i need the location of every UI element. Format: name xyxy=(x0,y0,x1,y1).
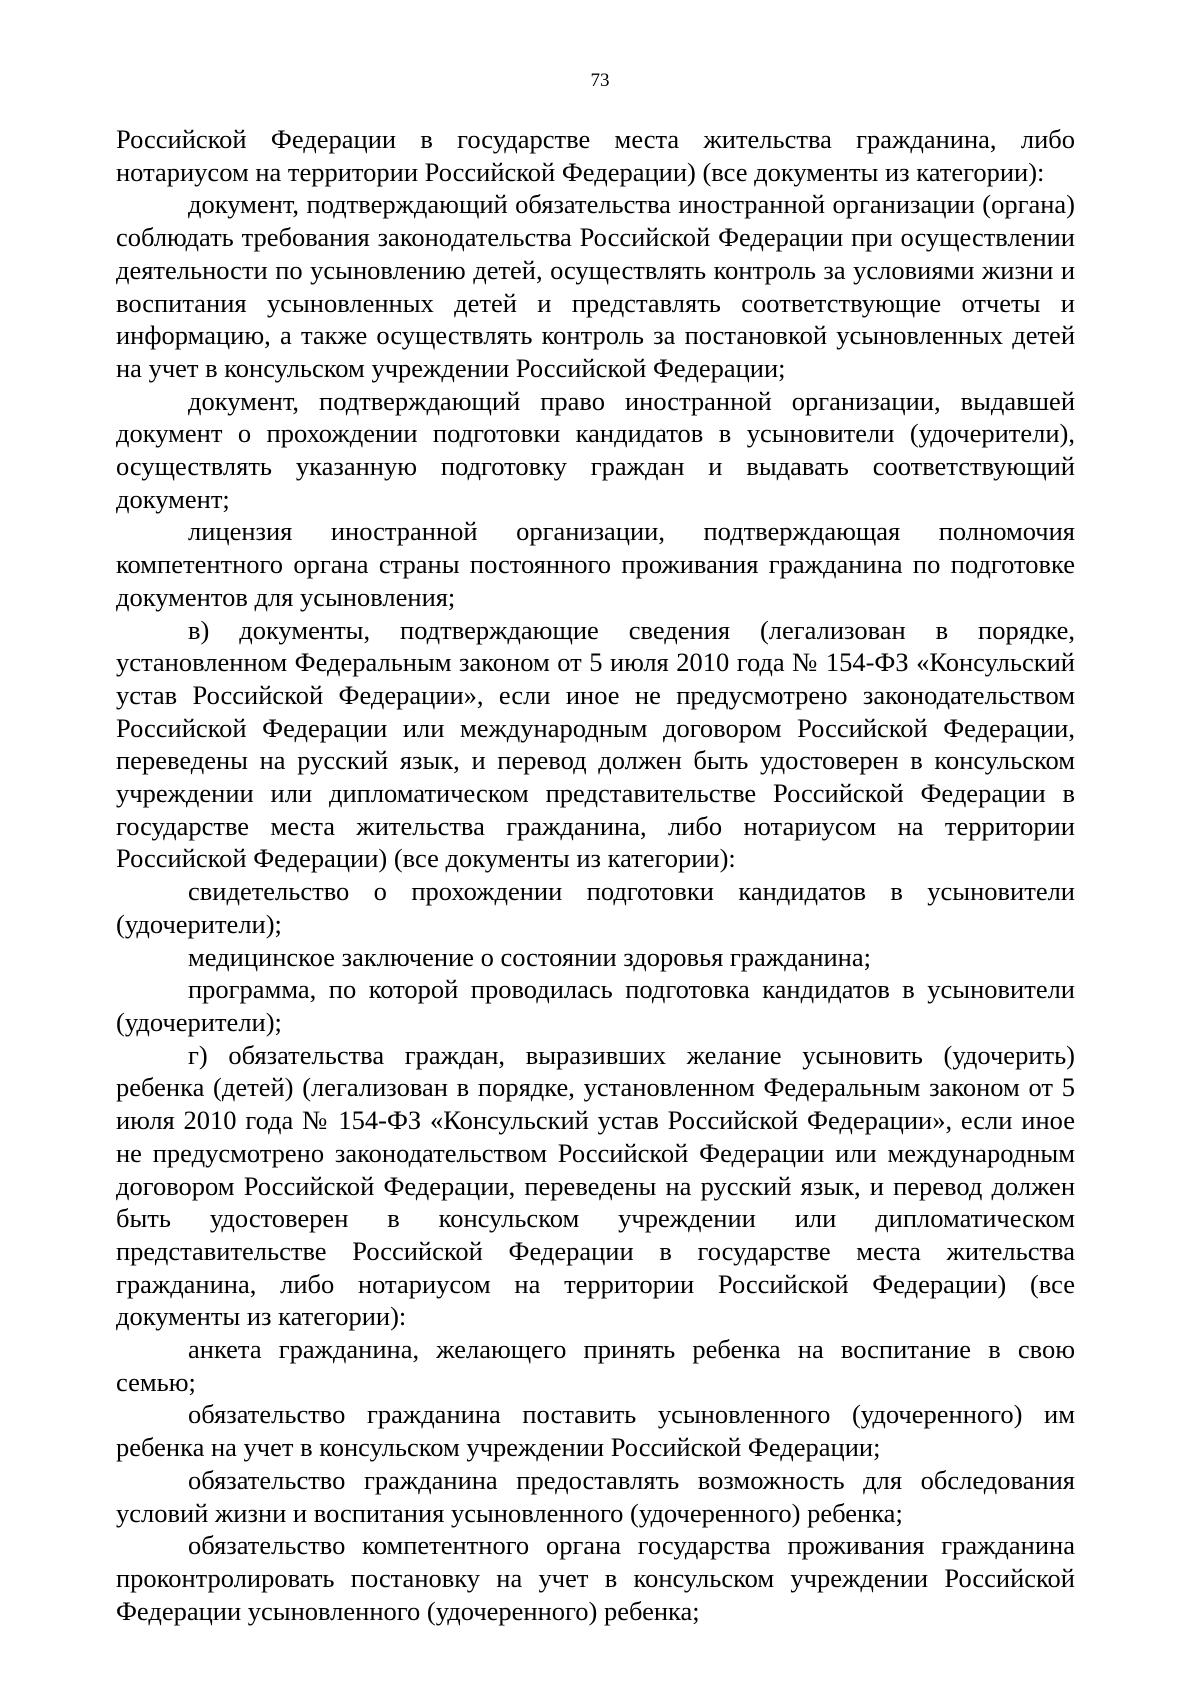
document-body xyxy=(116,123,1075,1627)
paragraph: медицинское заключение о состоянии здоровья гражданина; xyxy=(188,941,871,972)
paragraph: документ, подтверждающий право иностранной организации, выдавшей документ о прохождении подготовки кандидатов в усыновители (удочерители), осуществлять указанную подготовку граждан и выдавать соответствующий документ; xyxy=(116,385,1075,514)
paragraph: Российской Федерации в государстве места жительства гражданина, либо нотариусом на территории Российской Федерации) (все документы из категории): xyxy=(116,124,1075,187)
paragraph: лицензия иностранной организации, подтверждающая полномочия компетентного органа страны постоянного проживания гражданина по подготовке документов для усыновления; xyxy=(116,516,1075,612)
paragraph: в) документы, подтверждающие сведения (легализован в порядке, установленном Федеральным законом от 5 июля 2010 года № 154-ФЗ «Консульский устав Российской Федерации», если иное не предусмотрено законодательством Российской Федерации или международным договором Российской Федерации, переведены на русский язык, и перевод должен быть удостоверен в консульском учреждении или дипломатическом представительстве Российской Федерации в государстве места жительства гражданина, либо нотариусом на территории Российской Федерации) (все документы из категории): xyxy=(116,614,1075,874)
paragraph: обязательство гражданина поставить усыновленного (удочеренного) им ребенка на учет в консульском учреждении Российской Федерации; xyxy=(116,1399,1075,1463)
paragraph: свидетельство о прохождении подготовки кандидатов в усыновители (удочерители); xyxy=(116,876,1075,939)
paragraph: обязательство компетентного органа государства проживания гражданина проконтролировать постановку на учет в консульском учреждении Российской Федерации усыновленного (удочеренного) ребенка; xyxy=(116,1530,1075,1626)
paragraph: г) обязательства граждан, выразивших желание усыновить (удочерить) ребенка (детей) (легализован в порядке, установленном Федеральным законом от 5 июля 2010 года № 154-ФЗ «Консульский устав Российской Федерации», если иное не предусмотрено законодательством Российской Федерации или международным договором Российской Федерации, переведены на русский язык, и перевод должен быть удостоверен в консульском учреждении или дипломатическом представительстве Российской Федерации в государстве места жительства гражданина, либо нотариусом на территории Российской Федерации) (все документы из категории): xyxy=(116,1039,1075,1332)
paragraph: анкета гражданина, желающего принять ребенка на воспитание в свою семью; xyxy=(116,1334,1075,1397)
page-number: 73 xyxy=(590,70,610,91)
paragraph: обязательство гражданина предоставлять возможность для обследования условий жизни и воспитания усыновленного (удочеренного) ребенка; xyxy=(116,1464,1075,1528)
paragraph: документ, подтверждающий обязательства иностранной организации (органа) соблюдать требования законодательства Российской Федерации при осуществлении деятельности по усыновлению детей, осуществлять контроль за условиями жизни и воспитания усыновленных детей и представлять соответствующие отчеты и информацию, а также осуществлять контроль за постановкой усыновленных детей на учет в консульском учреждении Российской Федерации; xyxy=(116,189,1075,383)
paragraph: программа, по которой проводилась подготовка кандидатов в усыновители (удочерители); xyxy=(116,974,1075,1037)
